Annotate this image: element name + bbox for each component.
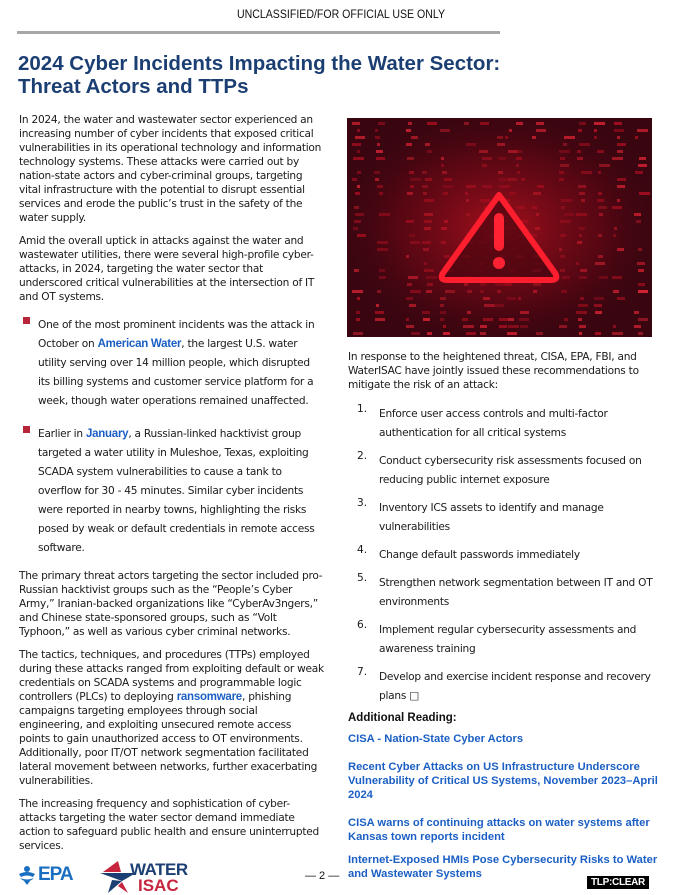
water-isac-logo: WATER ISAC xyxy=(98,860,208,894)
warning-hero-graphic xyxy=(347,118,652,337)
reading-link-internet-exposed-hmis[interactable]: Internet-Exposed HMIs Pose Cybersecurity Risks to Water and Wastewater Systems xyxy=(348,854,658,880)
epa-logo: EPA xyxy=(18,864,73,886)
uptick-paragraph: Amid the overall uptick in attacks against the water and wastewater utilities, there were several high-profile cyber-attacks, in 2024, targeting the water sector that underscored critical vulnerabilities at the intersection of IT and OT systems. xyxy=(19,235,315,303)
american-water-link[interactable]: American Water xyxy=(97,338,182,350)
recommendation-item: 7. Develop and exercise incident response and recovery plans □ xyxy=(357,666,651,702)
january-link[interactable]: January xyxy=(85,428,129,440)
incident-bullet-january xyxy=(19,422,324,555)
additional-reading-heading: Additional Reading: xyxy=(348,712,457,724)
bullet-text: One of the most prominent incidents was the attack in October on American Water, the largest U.S. water utility serving over 14 million people, which disrupted its billing systems and customer service platform for a week, though water operations remained unaffected. xyxy=(38,319,315,407)
square-bullet-icon xyxy=(23,426,30,433)
square-bullet-icon xyxy=(23,317,30,324)
ransomware-link[interactable]: ransomware xyxy=(176,691,242,703)
tlp-label: TLP:CLEAR xyxy=(587,876,649,889)
reading-link-recent-cyber-attacks[interactable]: Recent Cyber Attacks on US Infrastructure Underscore Vulnerability of Critical US Systems, November 2023–April 2024 xyxy=(348,761,658,801)
title-line-2: Threat Actors and TTPs xyxy=(18,75,249,98)
reading-link-cisa-warns-kansas[interactable]: CISA warns of continuing attacks on water systems after Kansas town reports incident xyxy=(348,817,650,843)
epa-flower-icon xyxy=(18,865,36,885)
recommendation-item: 6. Implement regular cybersecurity assessments and awareness training xyxy=(357,619,637,655)
response-paragraph: In response to the heightened threat, CISA, EPA, FBI, and WaterISAC have jointly issued these recommendations to mitigate the risk of an attack: xyxy=(348,351,639,391)
header-rule xyxy=(17,31,500,34)
classification-banner: UNCLASSIFIED/FOR OFFICIAL USE ONLY xyxy=(236,9,446,21)
closing-paragraph: The increasing frequency and sophistication of cyber-attacks targeting the water sector demand immediate action to safeguard public health and ensure uninterrupted services. xyxy=(19,798,319,852)
recommendation-item: 3. Inventory ICS assets to identify and manage vulnerabilities xyxy=(357,497,604,533)
left-column xyxy=(19,113,324,862)
bullet-text: Earlier in January, a Russian-linked hacktivist group targeted a water utility in Muleshoe, Texas, exploiting SCADA system vulnerabilities to cause a tank to overflow for 30 - 45 minutes. Similar cyber incidents were reported in nearby towns, highlighting the risks posed by weak or default credentials in remote access software. xyxy=(38,428,315,554)
ttps-paragraph: The tactics, techniques, and procedures (TTPs) employed during these attacks ranged from exploiting default or weak credentials on SCADA systems and programmable logic controllers (PLCs) to deploying ransomware, phishing campaigns targeting employees through social engineering, and exploiting unsecured remote access points to gain unauthorized access to OT environments. Additionally, poor IT/OT network segmentation facilitated lateral movement between networks, further exacerbating vulnerabilities. xyxy=(19,649,324,787)
page-title xyxy=(18,52,638,98)
page-footer xyxy=(0,855,682,895)
recommendations-list xyxy=(348,402,658,703)
right-column xyxy=(348,350,658,895)
intro-paragraph: In 2024, the water and wastewater sector experienced an increasing number of cyber incidents that exposed critical vulnerabilities in its operational technology and information technology systems. These attacks were carried out by nation-state actors and cyber-criminal groups, targeting vital infrastructure with the potential to disrupt essential services and erode the public’s trust in the safety of the water supply. xyxy=(19,114,322,224)
title-line-1: 2024 Cyber Incidents Impacting the Water Sector: xyxy=(18,52,501,75)
reading-link-cisa-nation-state[interactable]: CISA - Nation-State Cyber Actors xyxy=(348,733,524,745)
incident-bullets xyxy=(19,313,324,555)
recommendation-item: 2. Conduct cybersecurity risk assessments focused on reducing public internet exposure xyxy=(357,450,642,486)
recommendation-item: 5. Strengthen network segmentation between IT and OT environments xyxy=(357,572,653,608)
page-number: — 2 — xyxy=(305,870,340,882)
recommendation-item: 1. Enforce user access controls and multi-factor authentication for all critical systems xyxy=(357,403,608,439)
threat-actors-paragraph: The primary threat actors targeting the sector included pro-Russian hacktivist groups such as the “People’s Cyber Army,” Iranian-backed organizations like “CyberAv3ngers,” and Chinese state-sponsored groups, such as “Volt Typhoon,” as well as various cyber criminal networks. xyxy=(19,570,323,638)
recommendation-item: 4. Change default passwords immediately xyxy=(357,544,580,561)
incident-bullet-american-water xyxy=(19,313,324,408)
warning-hero-image xyxy=(347,118,652,337)
